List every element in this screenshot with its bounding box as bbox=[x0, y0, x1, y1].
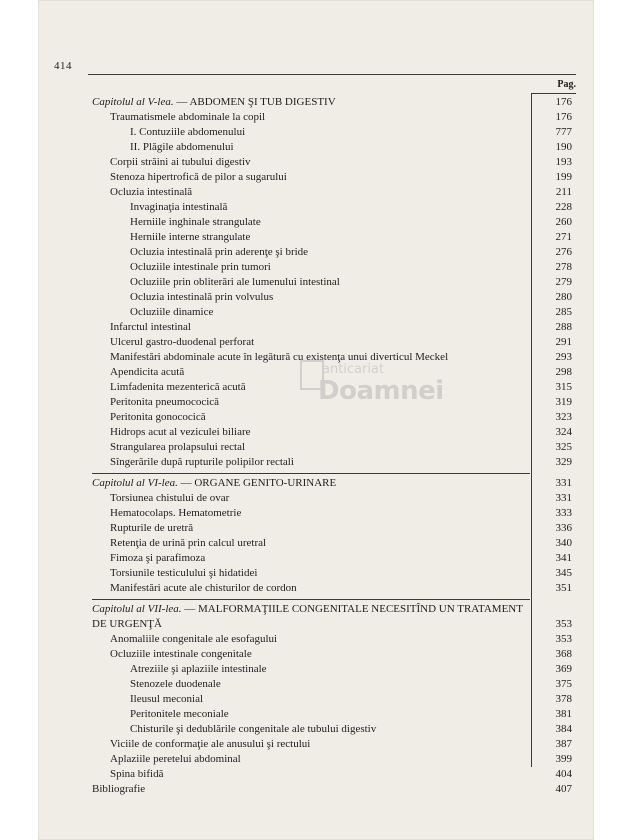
toc-entry bbox=[92, 677, 576, 692]
entry-title: Stenozele duodenale bbox=[130, 678, 221, 690]
toc-entry bbox=[92, 707, 576, 722]
page-ref: 276 bbox=[555, 246, 572, 258]
page-ref: 176 bbox=[555, 96, 572, 108]
entry-title: Aplaziile peretelui abdominal bbox=[110, 753, 241, 765]
page-ref: 176 bbox=[555, 111, 572, 123]
entry-title: Limfadenita mezenterică acută bbox=[110, 381, 246, 393]
toc-entry bbox=[92, 125, 576, 140]
entry-title: Infarctul intestinal bbox=[110, 321, 191, 333]
toc-entry bbox=[92, 737, 576, 752]
entry-title: Herniile inghinale strangulate bbox=[130, 216, 261, 228]
page-ref: 329 bbox=[555, 456, 572, 468]
entry-title: Hematocolaps. Hematometrie bbox=[110, 507, 242, 519]
page-ref: 228 bbox=[555, 201, 572, 213]
entry-title: Manifestări acute ale chisturilor de cordon bbox=[110, 582, 297, 594]
entry-title: II. Plăgile abdomenului bbox=[130, 141, 234, 153]
entry-title: Ocluziile intestinale prin tumori bbox=[130, 261, 271, 273]
toc-entry bbox=[92, 632, 576, 647]
toc-entry bbox=[92, 491, 576, 506]
page-number: 414 bbox=[54, 60, 72, 72]
toc-entry bbox=[92, 155, 576, 170]
entry-title: Anomaliile congenitale ale esofagului bbox=[110, 633, 278, 645]
entry-title: Spina bifidă bbox=[110, 768, 164, 780]
page-ref: 324 bbox=[555, 426, 572, 438]
page-ref: 288 bbox=[555, 321, 572, 333]
entry-title: Torsiunile testiculului şi hidatidei bbox=[110, 567, 258, 579]
toc-entry bbox=[92, 110, 576, 125]
entry-title: Traumatismele abdominale la copil bbox=[110, 111, 266, 123]
toc-entry bbox=[92, 767, 576, 782]
page-ref: 345 bbox=[555, 567, 572, 579]
page-ref: 271 bbox=[555, 231, 572, 243]
page-ref: 293 bbox=[555, 351, 572, 363]
toc-entry bbox=[92, 647, 576, 662]
page-ref: 190 bbox=[555, 141, 572, 153]
toc-entry bbox=[92, 536, 576, 551]
chapter-title: — MALFORMAŢIILE CONGENITALE NECESITÎND UN TRATAMENT DE URGENŢĂ bbox=[92, 603, 523, 630]
page-ref: 199 bbox=[555, 171, 572, 183]
toc-entry bbox=[92, 245, 576, 260]
page-ref: 375 bbox=[555, 678, 572, 690]
entry-title: Ocluziile prin obliterări ale lumenului intestinal bbox=[130, 276, 340, 288]
entry-title: Corpii străini ai tubului digestiv bbox=[110, 156, 251, 168]
section-divider bbox=[92, 473, 530, 474]
toc-entry bbox=[92, 185, 576, 200]
toc-entry bbox=[92, 551, 576, 566]
toc-entry bbox=[92, 455, 576, 470]
chapter-7-entries bbox=[92, 632, 576, 782]
entry-title: Apendicita acută bbox=[110, 366, 185, 378]
entry-title: Peritonitele meconiale bbox=[130, 708, 229, 720]
entry-title: Ocluziile dinamice bbox=[130, 306, 214, 318]
toc-entry bbox=[92, 506, 576, 521]
entry-title: Sîngerările după rupturile polipilor rectali bbox=[110, 456, 294, 468]
watermark-logo bbox=[300, 358, 444, 428]
toc-entry bbox=[92, 200, 576, 215]
toc-entry bbox=[92, 320, 576, 335]
page-ref: 325 bbox=[555, 441, 572, 453]
page-ref: 298 bbox=[555, 366, 572, 378]
bibliography-entry bbox=[92, 782, 576, 797]
page-ref: 384 bbox=[555, 723, 572, 735]
page-ref: 319 bbox=[555, 396, 572, 408]
page-ref: 323 bbox=[555, 411, 572, 423]
page-ref: 193 bbox=[555, 156, 572, 168]
entry-title: Strangularea prolapsului rectal bbox=[110, 441, 246, 453]
page-ref: 315 bbox=[555, 381, 572, 393]
page-ref: 777 bbox=[555, 126, 572, 138]
toc-entry bbox=[92, 692, 576, 707]
pag-column-label: Pag. bbox=[557, 79, 576, 90]
page-ref: 340 bbox=[555, 537, 572, 549]
table-of-contents bbox=[92, 95, 576, 797]
toc-entry bbox=[92, 230, 576, 245]
page-ref: 351 bbox=[555, 582, 572, 594]
entry-title: Viciile de conformaţie ale anusului şi rectului bbox=[110, 738, 311, 750]
page-ref: 333 bbox=[555, 507, 572, 519]
page-ref: 278 bbox=[555, 261, 572, 273]
toc-entry bbox=[92, 662, 576, 677]
toc-entry bbox=[92, 581, 576, 596]
entry-title: Ulcerul gastro-duodenal perforat bbox=[110, 336, 255, 348]
entry-title: Stenoza hipertrofică de pilor a sugarului bbox=[110, 171, 287, 183]
entry-title: Rupturile de uretră bbox=[110, 522, 194, 534]
toc-entry bbox=[92, 260, 576, 275]
watermark-small-text: anticariat bbox=[322, 362, 385, 377]
pag-column-rule bbox=[531, 93, 576, 94]
entry-title: Herniile interne strangulate bbox=[130, 231, 251, 243]
entry-title: Ocluziile intestinale congenitale bbox=[110, 648, 252, 660]
watermark-big-text: Doamnei bbox=[318, 376, 444, 406]
page-ref: 341 bbox=[555, 552, 572, 564]
toc-entry bbox=[92, 140, 576, 155]
page-ref: 369 bbox=[555, 663, 572, 675]
toc-entry bbox=[92, 335, 576, 350]
entry-title: Invaginaţia intestinală bbox=[130, 201, 228, 213]
page-ref: 291 bbox=[555, 336, 572, 348]
entry-title: Fimoza şi parafimoza bbox=[110, 552, 206, 564]
page-ref: 285 bbox=[555, 306, 572, 318]
page-ref: 353 bbox=[555, 633, 572, 645]
entry-title: Peritonita gonococică bbox=[110, 411, 206, 423]
section-divider bbox=[92, 599, 530, 600]
entry-title: Hidrops acut al veziculei biliare bbox=[110, 426, 251, 438]
page-ref: 353 bbox=[555, 618, 572, 630]
chapter-heading-7 bbox=[92, 602, 576, 632]
chapter-heading-6 bbox=[92, 476, 576, 491]
toc-entry bbox=[92, 440, 576, 455]
page-ref: 336 bbox=[555, 522, 572, 534]
toc-entry bbox=[92, 170, 576, 185]
chapter-6-entries bbox=[92, 491, 576, 596]
page-ref: 331 bbox=[555, 477, 572, 489]
page-ref: 404 bbox=[555, 768, 572, 780]
toc-entry bbox=[92, 215, 576, 230]
chapter-prefix: Capitolul al V-lea. bbox=[92, 96, 174, 108]
toc-entry bbox=[92, 566, 576, 581]
toc-entry bbox=[92, 275, 576, 290]
header-rule bbox=[88, 74, 576, 75]
page-ref: 331 bbox=[555, 492, 572, 504]
toc-entry bbox=[92, 722, 576, 737]
entry-title: Bibliografie bbox=[92, 783, 146, 795]
page-ref: 368 bbox=[555, 648, 572, 660]
page-ref: 260 bbox=[555, 216, 572, 228]
entry-title: Torsiunea chistului de ovar bbox=[110, 492, 230, 504]
entry-title: Atreziile şi aplaziile intestinale bbox=[130, 663, 267, 675]
entry-title: Ileusul meconial bbox=[130, 693, 204, 705]
entry-title: Chisturile şi dedublările congenitale ale tubului digestiv bbox=[130, 723, 377, 735]
toc-entry bbox=[92, 521, 576, 536]
page-ref: 211 bbox=[555, 186, 572, 198]
entry-title: I. Contuziile abdomenului bbox=[130, 126, 246, 138]
page-ref: 399 bbox=[555, 753, 572, 765]
entry-title: Ocluzia intestinală bbox=[110, 186, 193, 198]
chapter-title: — ORGANE GENITO-URINARE bbox=[180, 477, 337, 489]
toc-entry bbox=[92, 290, 576, 305]
toc-entry bbox=[92, 752, 576, 767]
chapter-heading-5 bbox=[92, 95, 576, 110]
page-ref: 378 bbox=[555, 693, 572, 705]
page-ref: 407 bbox=[555, 783, 572, 795]
entry-title: Ocluzia intestinală prin volvulus bbox=[130, 291, 274, 303]
page-ref: 381 bbox=[555, 708, 572, 720]
entry-title: Retenţia de urină prin calcul uretral bbox=[110, 537, 267, 549]
chapter-prefix: Capitolul al VI-lea. bbox=[92, 477, 178, 489]
chapter-prefix: Capitolul al VII-lea. bbox=[92, 603, 182, 615]
entry-title: Ocluzia intestinală prin aderenţe şi bride bbox=[130, 246, 309, 258]
page-ref: 279 bbox=[555, 276, 572, 288]
page-ref: 280 bbox=[555, 291, 572, 303]
entry-title: Manifestări abdominale acute în legătură cu existenţa unui diverticul Meckel bbox=[110, 351, 449, 363]
page-ref: 387 bbox=[555, 738, 572, 750]
toc-entry bbox=[92, 305, 576, 320]
entry-title: Peritonita pneumococică bbox=[110, 396, 220, 408]
chapter-title: — ABDOMEN ŞI TUB DIGESTIV bbox=[176, 96, 336, 108]
